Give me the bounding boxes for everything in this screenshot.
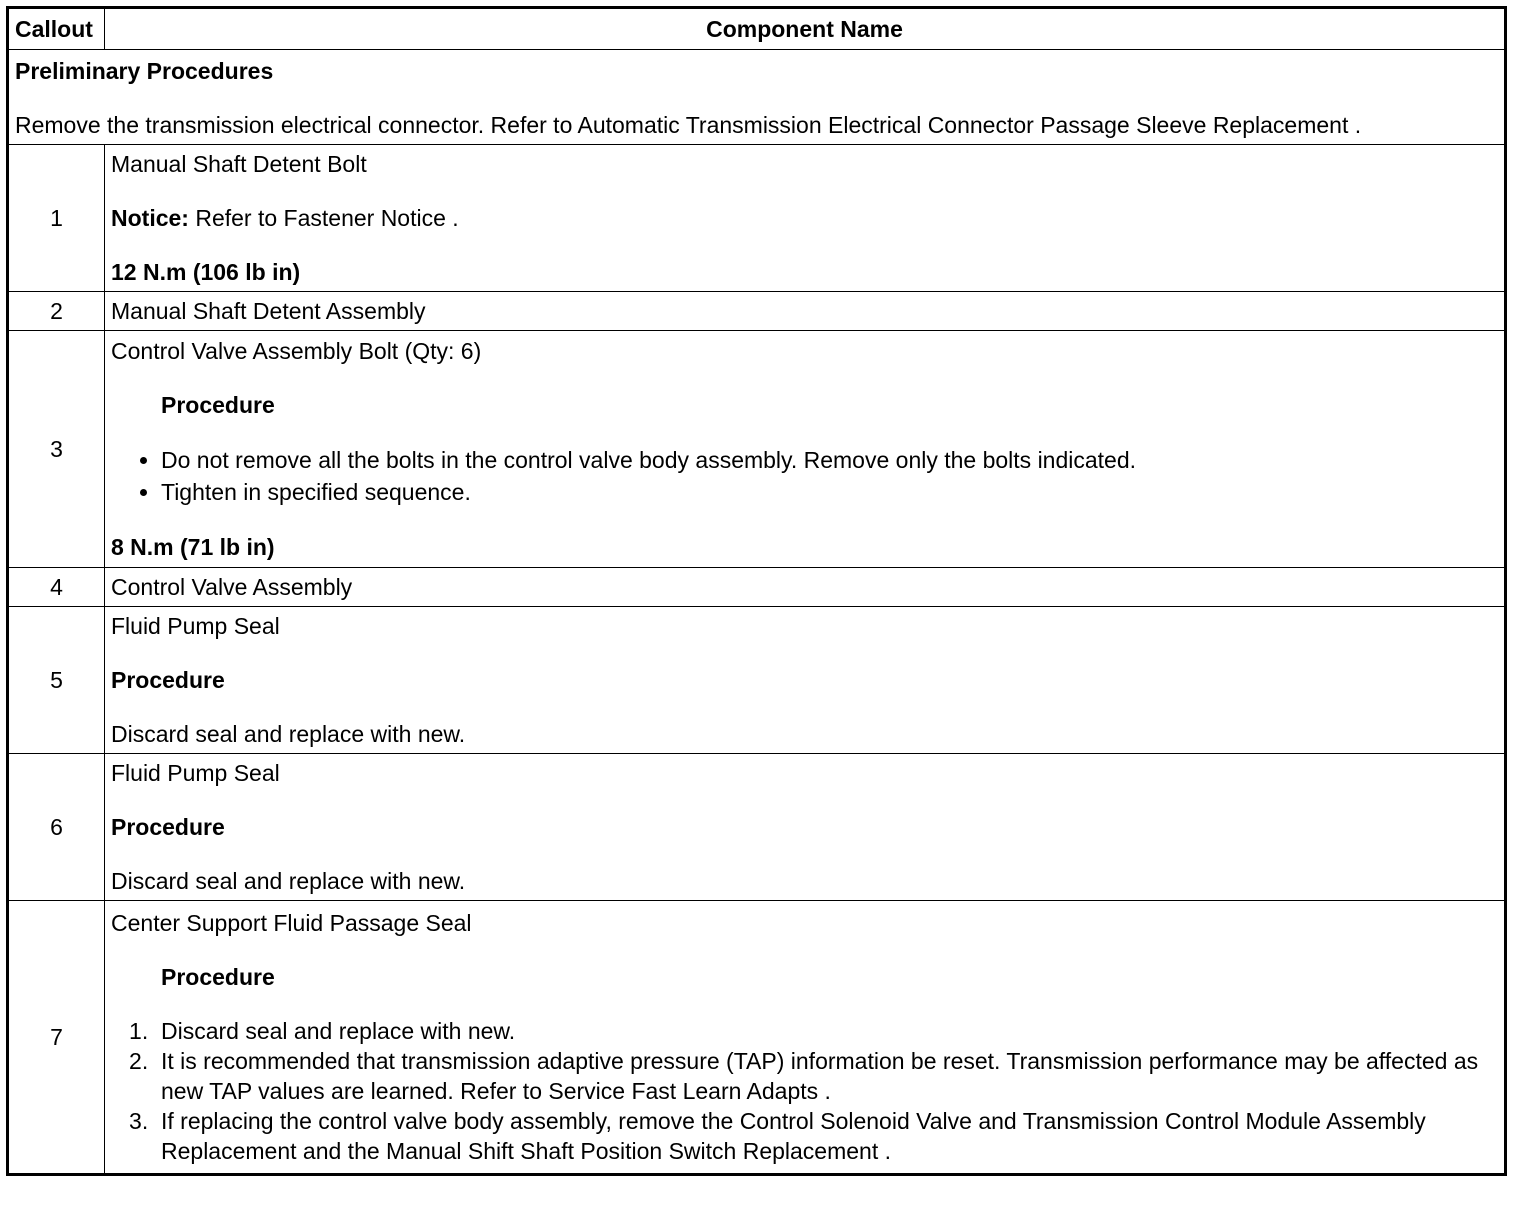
procedure-text: Discard seal and replace with new. bbox=[111, 868, 466, 894]
component-name: Fluid Pump Seal bbox=[111, 613, 280, 639]
callout-number: 2 bbox=[8, 292, 105, 331]
list-item: • Tighten in specified sequence. bbox=[161, 476, 1498, 508]
table-row bbox=[8, 901, 1506, 1175]
torque-spec: 8 N.m (71 lb in) bbox=[111, 534, 275, 560]
component-name-column-header: Component Name bbox=[105, 8, 1506, 50]
component-name: Manual Shaft Detent Assembly bbox=[111, 298, 426, 324]
callout-number: 6 bbox=[8, 754, 105, 901]
callout-number: 5 bbox=[8, 607, 105, 754]
callout-number: 3 bbox=[8, 331, 105, 568]
table-row bbox=[8, 145, 1506, 292]
component-name: Control Valve Assembly Bolt (Qty: 6) bbox=[111, 338, 482, 364]
table-row bbox=[8, 607, 1506, 754]
list-item: 1. Discard seal and replace with new. bbox=[161, 1016, 1498, 1046]
component-name: Control Valve Assembly bbox=[111, 574, 353, 600]
callout-number: 4 bbox=[8, 568, 105, 607]
component-cell bbox=[105, 331, 1506, 568]
table-row bbox=[8, 292, 1506, 331]
procedure-text: Discard seal and replace with new. bbox=[111, 721, 466, 747]
component-cell bbox=[105, 607, 1506, 754]
callout-column-header: Callout bbox=[8, 8, 105, 50]
notice-label: Notice: bbox=[111, 205, 189, 231]
preliminary-procedures-cell bbox=[8, 50, 1506, 145]
component-cell bbox=[105, 568, 1506, 607]
preliminary-procedures-row bbox=[8, 50, 1506, 145]
procedure-label: Procedure bbox=[111, 814, 225, 840]
preliminary-title: Preliminary Procedures bbox=[15, 58, 274, 84]
component-name: Fluid Pump Seal bbox=[111, 760, 280, 786]
procedure-steps bbox=[111, 1016, 1498, 1166]
procedure-label: Procedure bbox=[161, 964, 275, 990]
torque-spec: 12 N.m (106 lb in) bbox=[111, 259, 301, 285]
preliminary-text: Remove the transmission electrical connector. Refer to Automatic Transmission Electrical Connector Passage Sleeve Replacement . bbox=[15, 112, 1362, 138]
table-row bbox=[8, 331, 1506, 568]
table-header-row bbox=[8, 8, 1506, 50]
list-item: • Do not remove all the bolts in the control valve body assembly. Remove only the bolts indicated. bbox=[161, 444, 1498, 476]
component-cell bbox=[105, 754, 1506, 901]
list-item: 3. If replacing the control valve body assembly, remove the Control Solenoid Valve and Transmission Control Module Assembly Replacement and the Manual Shift Shaft Position Switch Replacement . bbox=[161, 1106, 1498, 1166]
procedure-label: Procedure bbox=[161, 392, 275, 418]
procedure-bullets bbox=[111, 444, 1498, 508]
component-cell bbox=[105, 292, 1506, 331]
component-cell bbox=[105, 901, 1506, 1175]
component-name: Manual Shaft Detent Bolt bbox=[111, 151, 367, 177]
callout-number: 1 bbox=[8, 145, 105, 292]
procedure-label: Procedure bbox=[111, 667, 225, 693]
notice-text: Refer to Fastener Notice . bbox=[188, 205, 459, 231]
list-item: 2. It is recommended that transmission adaptive pressure (TAP) information be reset. Transmission performance may be affected as new TAP values are learned. Refer to Service Fast Learn Adapts . bbox=[161, 1046, 1498, 1106]
table-row bbox=[8, 568, 1506, 607]
component-name: Center Support Fluid Passage Seal bbox=[111, 910, 472, 936]
notice-line bbox=[111, 203, 1498, 233]
component-cell bbox=[105, 145, 1506, 292]
table-row bbox=[8, 754, 1506, 901]
callout-number: 7 bbox=[8, 901, 105, 1175]
component-table bbox=[6, 6, 1507, 1176]
